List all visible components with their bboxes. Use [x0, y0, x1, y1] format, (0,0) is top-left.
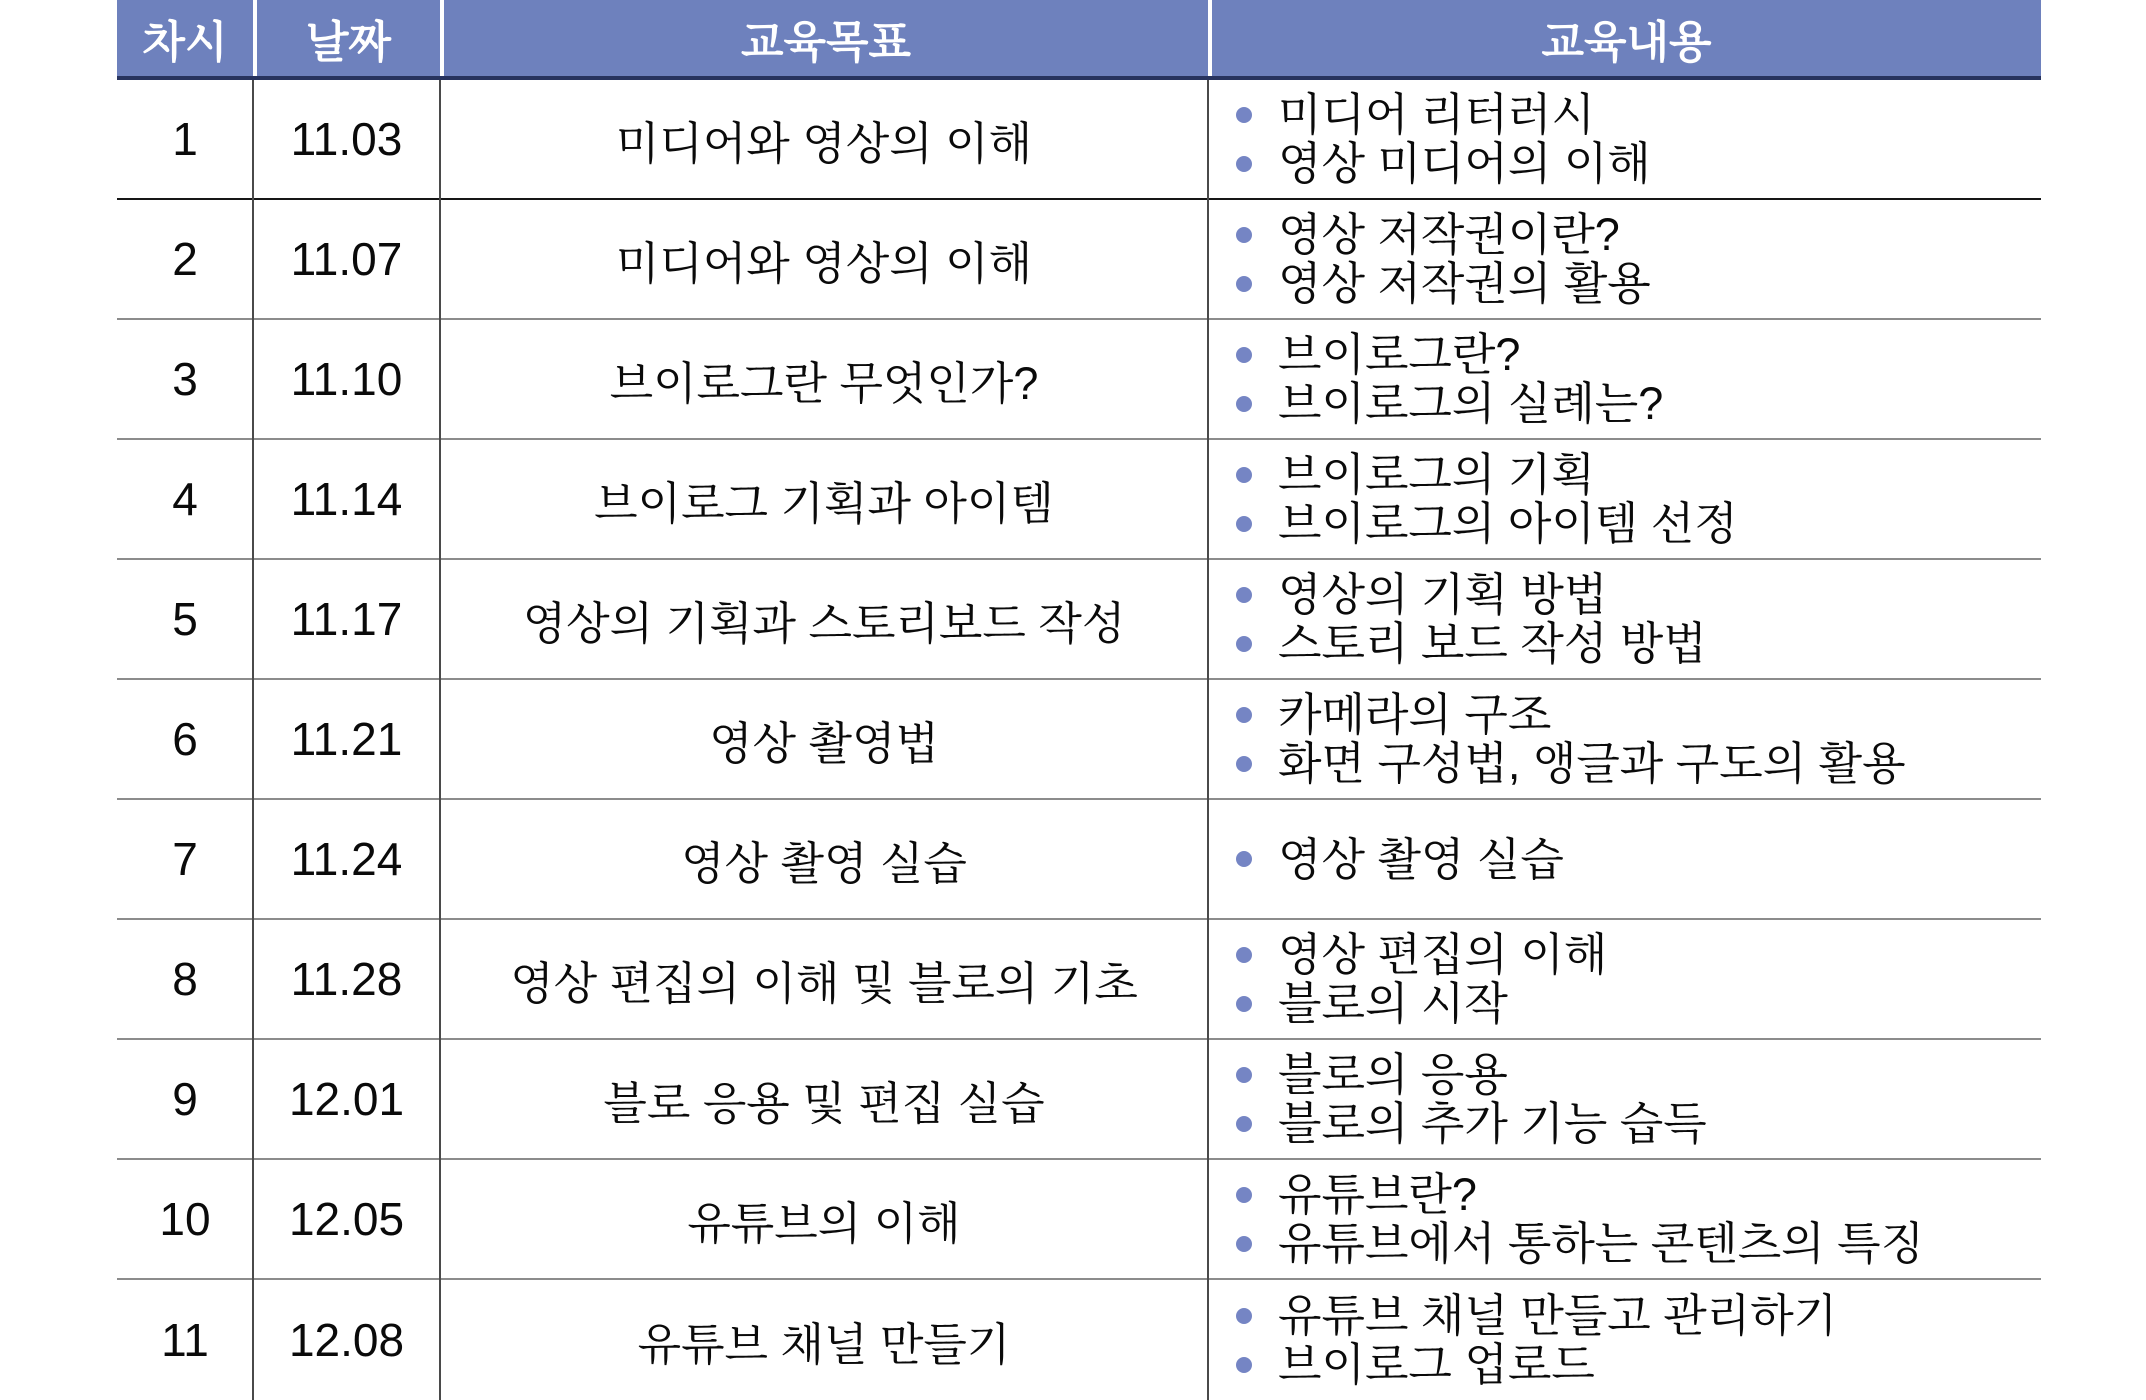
content-list-item: [1236, 379, 1663, 428]
date-cell: 11.17: [290, 593, 403, 645]
session-cell: 8: [172, 953, 198, 1005]
table-row: [117, 560, 2041, 680]
bullet-dot-icon: [1236, 347, 1252, 363]
session-cell: 4: [172, 473, 198, 525]
content-item-text: 카메라의 구조: [1278, 689, 1552, 740]
header-cell-date: 날짜: [257, 0, 440, 76]
date-cell: 12.08: [288, 1314, 405, 1366]
content-list-item: [1236, 1291, 1837, 1340]
goal-cell: 블로 응용 및 편집 실습: [603, 1077, 1045, 1129]
content-list-item: [1236, 1170, 1477, 1219]
content-list-item: [1236, 739, 1906, 788]
bullet-dot-icon: [1236, 396, 1252, 412]
date-cell: 11.24: [290, 833, 403, 885]
content-list-item: [1236, 1340, 1595, 1389]
header-cell-goal: 교육목표: [444, 0, 1208, 76]
goal-cell: 미디어와 영상의 이해: [615, 237, 1033, 289]
content-cell: [1208, 560, 2041, 678]
bullet-dot-icon: [1236, 516, 1252, 532]
bullet-dot-icon: [1236, 947, 1252, 963]
goal-cell: 유튜브의 이해: [687, 1197, 961, 1249]
table-row: [117, 1040, 2041, 1160]
bullet-dot-icon: [1236, 851, 1252, 867]
content-cell: [1208, 440, 2041, 558]
content-item-text: 화면 구성법, 앵글과 구도의 활용: [1278, 738, 1906, 789]
table-row: [117, 80, 2041, 200]
content-item-text: 브이로그의 실례는?: [1278, 378, 1664, 429]
content-item-text: 블로의 시작: [1278, 978, 1508, 1029]
bullet-dot-icon: [1236, 467, 1252, 483]
session-cell: 11: [161, 1314, 209, 1366]
bullet-dot-icon: [1236, 107, 1252, 123]
content-list-item: [1236, 1099, 1707, 1148]
date-cell: 11.28: [290, 953, 403, 1005]
bullet-dot-icon: [1236, 1236, 1252, 1252]
content-item-text: 영상의 기획 방법: [1278, 569, 1608, 620]
goal-cell: 영상 촬영법: [709, 717, 939, 769]
content-cell: [1208, 1040, 2041, 1158]
content-cell: [1208, 320, 2041, 438]
content-item-text: 스토리 보드 작성 방법: [1278, 618, 1707, 669]
date-cell: 11.10: [290, 353, 403, 405]
content-item-text: 미디어 리터러시: [1278, 89, 1595, 140]
goal-cell: 영상 편집의 이해 및 블로의 기초: [510, 957, 1138, 1009]
table-body: [117, 80, 2041, 1400]
content-list-item: [1236, 90, 1595, 139]
content-cell: [1208, 680, 2041, 798]
content-cell: [1208, 920, 2041, 1038]
content-cell: [1208, 200, 2041, 318]
bullet-dot-icon: [1236, 1187, 1252, 1203]
date-cell: 11.21: [290, 713, 403, 765]
curriculum-table: [117, 0, 2041, 1400]
content-list-item: [1236, 210, 1620, 259]
column-divider: [1207, 80, 1209, 1400]
bullet-dot-icon: [1236, 996, 1252, 1012]
bullet-dot-icon: [1236, 1116, 1252, 1132]
table-row: [117, 440, 2041, 560]
goal-cell: 브이로그 기획과 아이템: [594, 477, 1054, 529]
content-list-item: [1236, 1050, 1508, 1099]
table-row: [117, 680, 2041, 800]
bullet-dot-icon: [1236, 756, 1252, 772]
date-cell: 12.05: [288, 1193, 405, 1245]
session-cell: 1: [172, 113, 198, 165]
bullet-dot-icon: [1236, 1067, 1252, 1083]
column-divider: [439, 80, 441, 1400]
content-list-item: [1236, 979, 1508, 1028]
table-row: [117, 320, 2041, 440]
date-cell: 12.01: [288, 1073, 405, 1125]
bullet-dot-icon: [1236, 707, 1252, 723]
date-cell: 11.14: [290, 473, 403, 525]
bullet-dot-icon: [1236, 227, 1252, 243]
bullet-dot-icon: [1236, 587, 1252, 603]
session-cell: 2: [172, 233, 198, 285]
content-item-text: 브이로그 업로드: [1278, 1339, 1595, 1390]
goal-cell: 영상 촬영 실습: [681, 837, 967, 889]
content-item-text: 유튜브란?: [1278, 1169, 1477, 1220]
content-item-text: 영상 촬영 실습: [1278, 833, 1564, 885]
table-row: [117, 200, 2041, 320]
content-item-text: 유튜브 채널 만들고 관리하기: [1278, 1290, 1838, 1341]
content-item-text: 브이로그의 기획: [1278, 449, 1595, 500]
goal-cell: 영상의 기획과 스토리보드 작성: [522, 597, 1126, 649]
content-cell: [1208, 80, 2041, 198]
goal-cell: 유튜브 채널 만들기: [637, 1318, 1011, 1370]
session-cell: 5: [172, 593, 198, 645]
content-item-text: 영상 저작권의 활용: [1278, 258, 1651, 309]
content-cell: [1208, 800, 2041, 918]
content-item-text: 블로의 추가 기능 습득: [1278, 1098, 1707, 1149]
content-list-item: [1236, 450, 1595, 499]
content-list-item: [1236, 619, 1707, 668]
header-cell-content: 교육내용: [1212, 0, 2041, 76]
table-row: [117, 920, 2041, 1040]
content-list-item: [1236, 499, 1738, 548]
goal-cell: 브이로그란 무엇인가?: [609, 357, 1039, 409]
table-header-row: [117, 0, 2041, 80]
session-cell: 10: [159, 1193, 211, 1245]
bullet-dot-icon: [1236, 276, 1252, 292]
content-cell: [1208, 1160, 2041, 1278]
session-cell: 7: [172, 833, 198, 885]
content-item-text: 브이로그란?: [1278, 329, 1521, 380]
content-item-text: 유튜브에서 통하는 콘텐츠의 특징: [1278, 1218, 1925, 1269]
content-list-item: [1236, 570, 1607, 619]
header-cell-session: 차시: [117, 0, 253, 76]
table-row: [117, 1280, 2041, 1400]
date-cell: 11.03: [290, 113, 403, 165]
content-list-item: [1236, 1219, 1924, 1268]
content-list-item: [1236, 835, 1564, 884]
table-row: [117, 1160, 2041, 1280]
session-cell: 6: [172, 713, 198, 765]
content-list-item: [1236, 930, 1607, 979]
content-item-text: 블로의 응용: [1278, 1049, 1508, 1100]
bullet-dot-icon: [1236, 636, 1252, 652]
session-cell: 9: [172, 1073, 198, 1125]
content-list-item: [1236, 690, 1551, 739]
bullet-dot-icon: [1236, 1357, 1252, 1373]
table-row: [117, 800, 2041, 920]
date-cell: 11.07: [290, 233, 403, 285]
content-item-text: 영상 편집의 이해: [1278, 929, 1608, 980]
content-item-text: 브이로그의 아이템 선정: [1278, 498, 1738, 549]
session-cell: 3: [172, 353, 198, 405]
goal-cell: 미디어와 영상의 이해: [615, 117, 1033, 169]
content-cell: [1208, 1280, 2041, 1400]
column-divider: [252, 80, 254, 1400]
content-list-item: [1236, 139, 1651, 188]
content-list-item: [1236, 259, 1651, 308]
content-list-item: [1236, 330, 1520, 379]
content-item-text: 영상 저작권이란?: [1278, 209, 1620, 260]
bullet-dot-icon: [1236, 156, 1252, 172]
bullet-dot-icon: [1236, 1308, 1252, 1324]
content-item-text: 영상 미디어의 이해: [1278, 138, 1651, 189]
